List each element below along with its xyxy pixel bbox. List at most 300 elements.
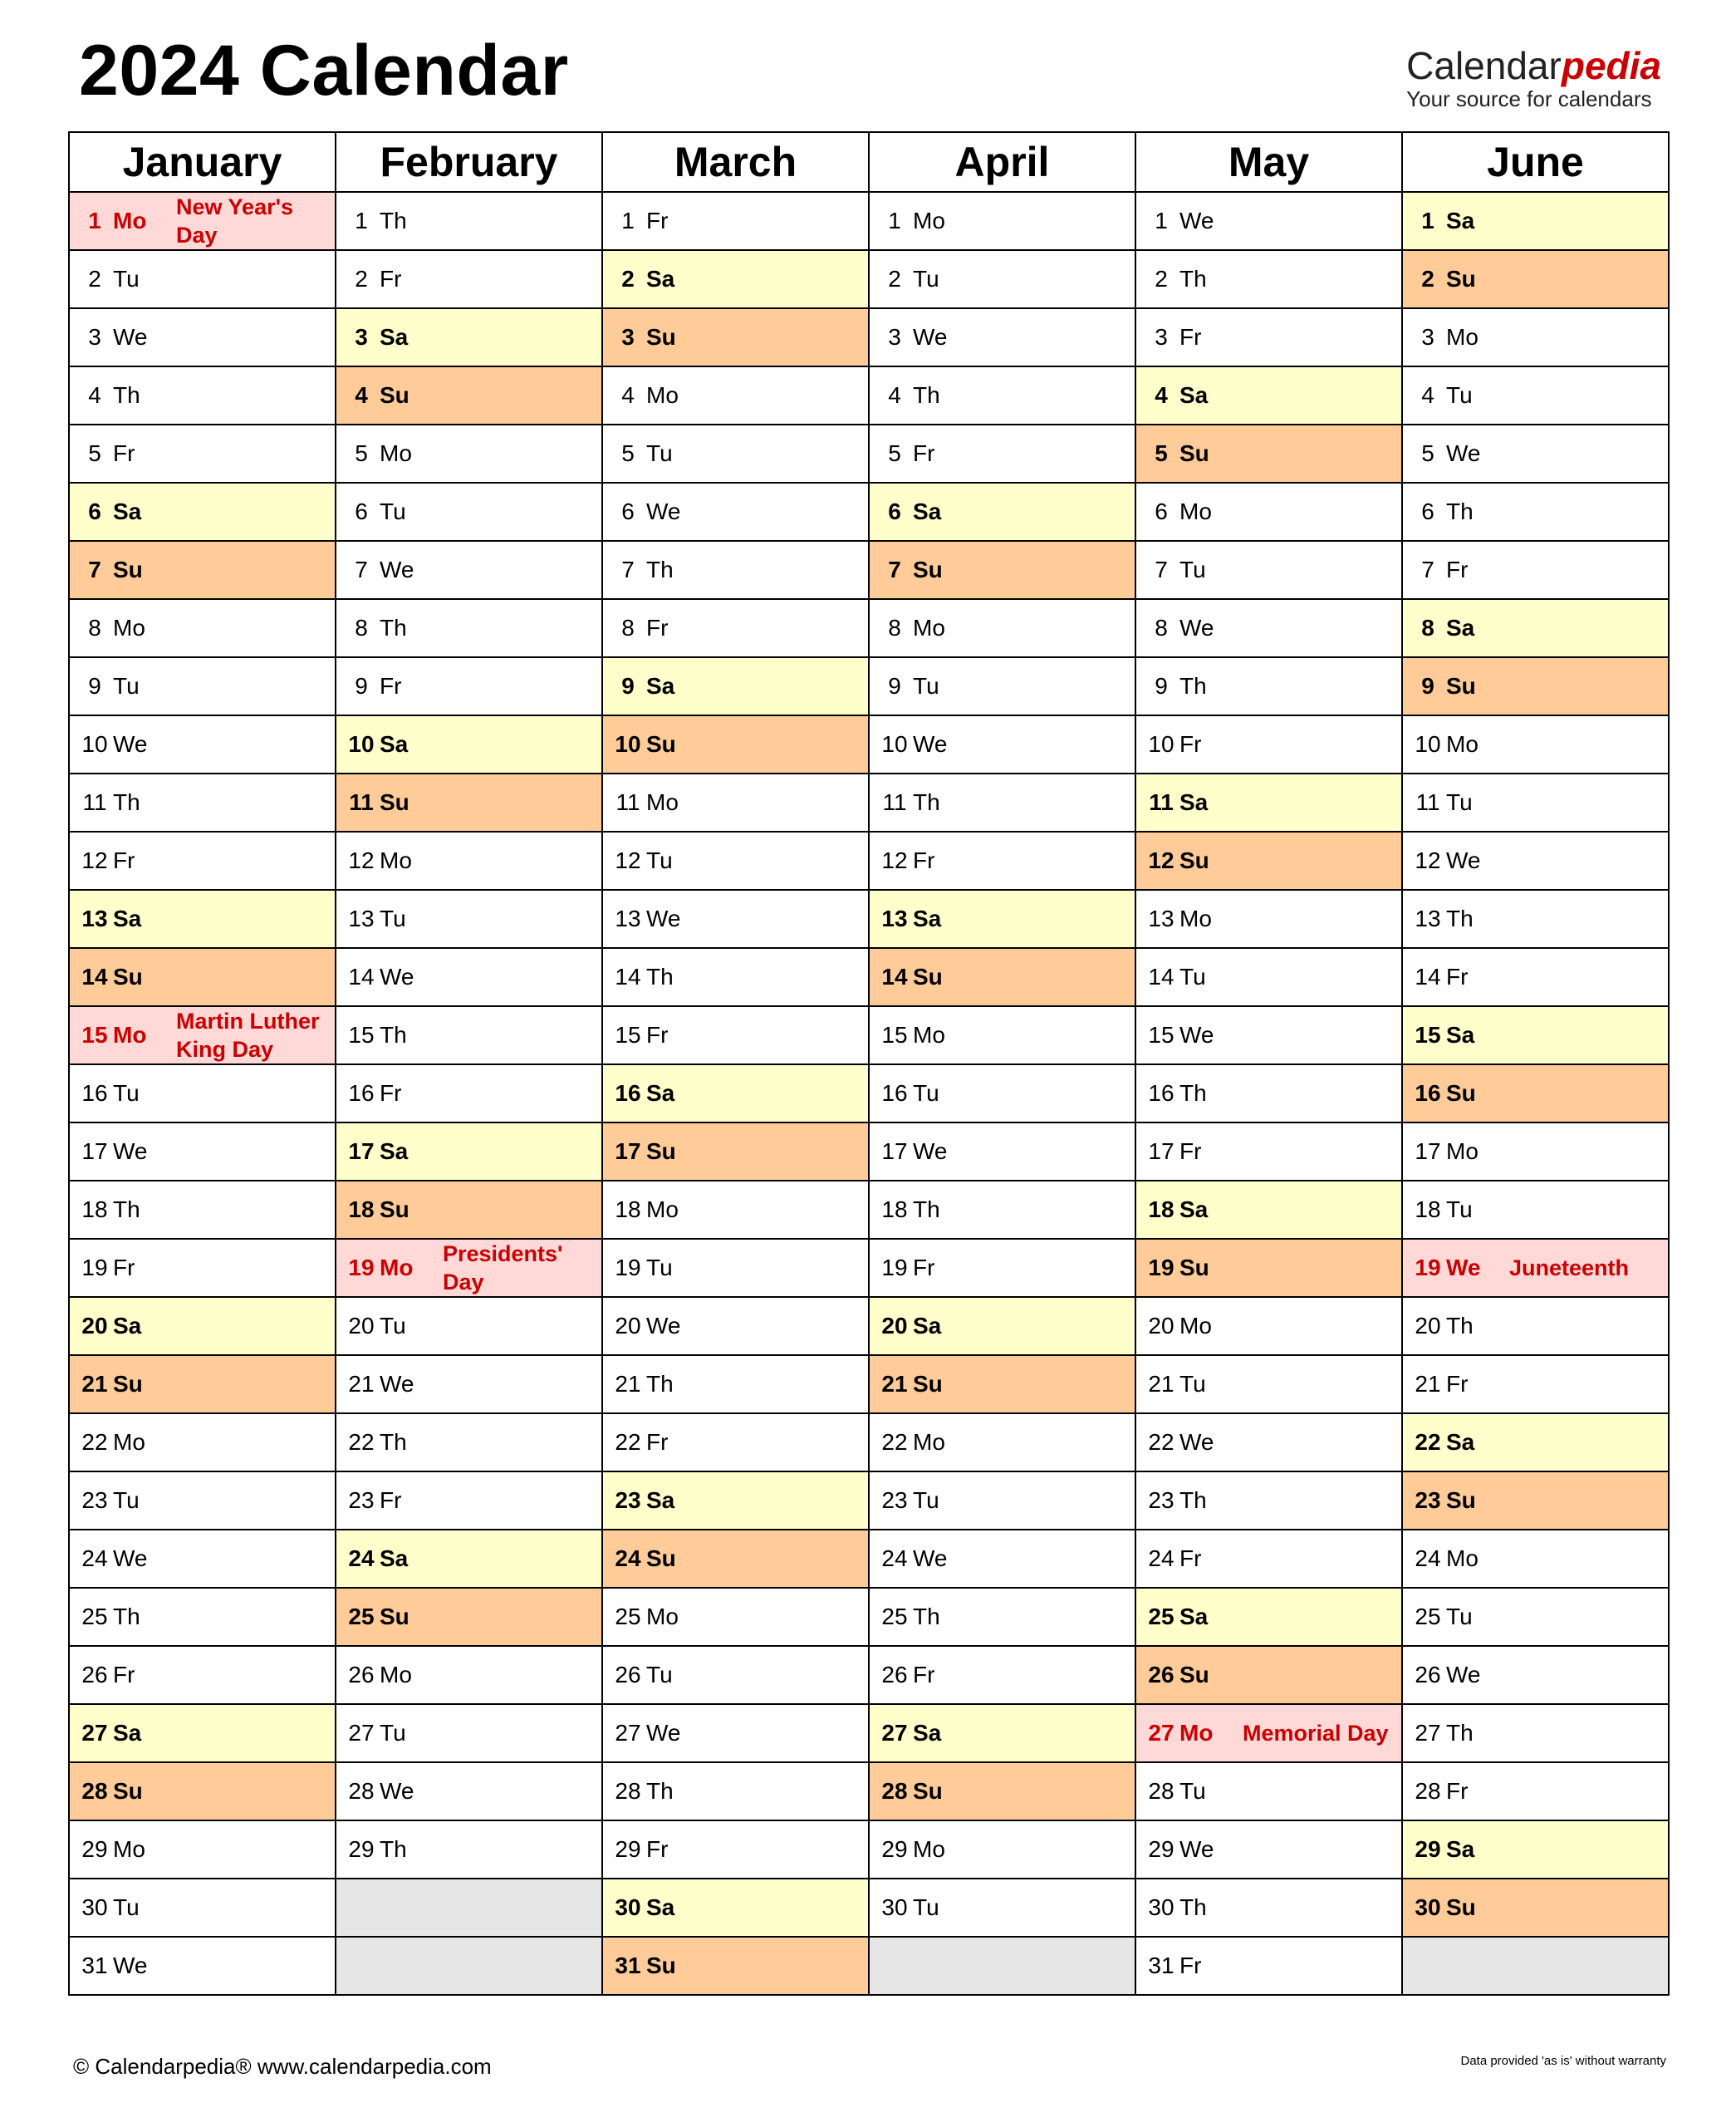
day-cell[interactable] bbox=[603, 1705, 868, 1763]
day-number: 11 bbox=[82, 789, 107, 815]
day-cell[interactable] bbox=[1136, 1472, 1401, 1530]
day-cell[interactable] bbox=[70, 484, 335, 542]
day-cell[interactable] bbox=[70, 1647, 335, 1705]
day-cell[interactable] bbox=[1136, 1240, 1401, 1298]
day-number: 27 bbox=[1415, 1720, 1441, 1746]
day-cell[interactable] bbox=[603, 1240, 868, 1298]
day-of-week: Su bbox=[646, 1138, 676, 1164]
day-of-week: We bbox=[380, 1371, 414, 1397]
day-of-week: Tu bbox=[913, 1487, 939, 1513]
day-cell[interactable] bbox=[336, 309, 601, 367]
day-cell[interactable] bbox=[870, 309, 1135, 367]
day-cell[interactable] bbox=[70, 774, 335, 833]
day-number: 29 bbox=[81, 1836, 108, 1862]
day-of-week: Su bbox=[913, 964, 943, 990]
day-cell[interactable] bbox=[603, 1647, 868, 1705]
day-cell[interactable] bbox=[1403, 774, 1668, 833]
day-cell[interactable] bbox=[870, 891, 1135, 949]
day-cell[interactable] bbox=[1403, 1123, 1668, 1181]
day-cell[interactable] bbox=[1403, 1821, 1668, 1879]
empty-day-cell bbox=[1403, 1938, 1668, 1996]
day-number: 29 bbox=[348, 1836, 375, 1862]
day-cell[interactable] bbox=[336, 1065, 601, 1123]
day-cell[interactable] bbox=[603, 309, 868, 367]
day-number: 31 bbox=[1148, 1953, 1174, 1978]
day-cell[interactable] bbox=[336, 949, 601, 1007]
day-of-week: Tu bbox=[113, 1894, 140, 1920]
day-cell[interactable] bbox=[870, 1821, 1135, 1879]
day-cell[interactable] bbox=[336, 1647, 601, 1705]
day-cell[interactable] bbox=[1403, 658, 1668, 716]
day-cell[interactable] bbox=[70, 1472, 335, 1530]
day-cell[interactable] bbox=[70, 658, 335, 716]
day-cell[interactable] bbox=[70, 1414, 335, 1472]
day-number: 27 bbox=[881, 1720, 908, 1746]
day-cell[interactable] bbox=[870, 1879, 1135, 1938]
day-number: 31 bbox=[81, 1953, 108, 1978]
day-number: 18 bbox=[81, 1196, 108, 1222]
day-cell[interactable] bbox=[1403, 1065, 1668, 1123]
day-number: 8 bbox=[1155, 615, 1168, 641]
day-cell[interactable] bbox=[870, 1123, 1135, 1181]
day-cell[interactable] bbox=[70, 1240, 335, 1298]
day-cell[interactable] bbox=[336, 193, 601, 251]
day-cell[interactable] bbox=[1136, 1763, 1401, 1821]
day-cell[interactable] bbox=[1403, 1007, 1668, 1065]
day-cell[interactable] bbox=[336, 1589, 601, 1647]
day-cell[interactable] bbox=[1136, 1589, 1401, 1647]
day-number: 2 bbox=[888, 266, 901, 292]
day-number: 30 bbox=[615, 1894, 641, 1920]
day-number: 14 bbox=[348, 964, 375, 990]
day-cell[interactable] bbox=[603, 1356, 868, 1414]
day-cell[interactable] bbox=[336, 1123, 601, 1181]
day-of-week: Mo bbox=[1179, 499, 1212, 524]
day-cell[interactable] bbox=[603, 251, 868, 309]
day-cell[interactable] bbox=[70, 1298, 335, 1356]
day-cell[interactable] bbox=[1403, 1472, 1668, 1530]
day-cell[interactable] bbox=[1136, 891, 1401, 949]
day-cell[interactable] bbox=[603, 600, 868, 658]
month-column-march bbox=[603, 133, 870, 1996]
day-of-week: Fr bbox=[646, 615, 669, 641]
day-number: 18 bbox=[881, 1196, 908, 1222]
day-cell[interactable] bbox=[70, 833, 335, 891]
day-cell[interactable] bbox=[603, 1938, 868, 1996]
day-cell[interactable] bbox=[1403, 193, 1668, 251]
day-cell[interactable] bbox=[870, 833, 1135, 891]
day-of-week: We bbox=[913, 1138, 948, 1164]
day-cell[interactable] bbox=[70, 1356, 335, 1414]
day-number: 11 bbox=[615, 789, 640, 815]
day-number: 20 bbox=[881, 1313, 908, 1339]
day-of-week: Th bbox=[646, 964, 674, 990]
day-of-week: Su bbox=[646, 1545, 676, 1571]
day-cell[interactable] bbox=[336, 774, 601, 833]
day-number: 2 bbox=[621, 266, 635, 292]
day-cell[interactable] bbox=[603, 1123, 868, 1181]
day-cell[interactable] bbox=[870, 774, 1135, 833]
day-cell[interactable] bbox=[870, 1530, 1135, 1589]
day-cell[interactable] bbox=[70, 949, 335, 1007]
day-cell[interactable] bbox=[336, 716, 601, 774]
day-cell[interactable] bbox=[870, 251, 1135, 309]
day-cell[interactable] bbox=[603, 193, 868, 251]
day-cell[interactable] bbox=[70, 1705, 335, 1763]
day-cell[interactable] bbox=[870, 1065, 1135, 1123]
day-cell[interactable] bbox=[1403, 716, 1668, 774]
day-of-week: Su bbox=[380, 1196, 409, 1222]
day-cell[interactable] bbox=[1136, 1530, 1401, 1589]
day-cell[interactable] bbox=[1403, 1705, 1668, 1763]
day-cell[interactable] bbox=[870, 1763, 1135, 1821]
day-cell[interactable] bbox=[870, 1705, 1135, 1763]
day-of-week: Mo bbox=[646, 1196, 679, 1222]
day-number: 30 bbox=[81, 1894, 108, 1920]
day-number: 26 bbox=[81, 1662, 108, 1687]
day-of-week: Tu bbox=[1179, 1778, 1206, 1804]
day-cell[interactable] bbox=[1136, 833, 1401, 891]
day-cell[interactable] bbox=[1403, 1879, 1668, 1938]
day-cell[interactable] bbox=[70, 1123, 335, 1181]
day-cell[interactable] bbox=[1403, 1181, 1668, 1240]
day-of-week: We bbox=[1179, 1429, 1214, 1455]
day-of-week: Sa bbox=[1179, 382, 1209, 408]
day-cell[interactable] bbox=[70, 542, 335, 600]
day-number: 9 bbox=[621, 673, 635, 699]
day-cell[interactable] bbox=[603, 425, 868, 484]
day-of-week: Fr bbox=[113, 847, 135, 873]
day-cell[interactable] bbox=[70, 1879, 335, 1938]
day-of-week: Fr bbox=[113, 1662, 135, 1687]
day-cell[interactable] bbox=[1403, 1763, 1668, 1821]
day-number: 30 bbox=[881, 1894, 908, 1920]
day-cell[interactable] bbox=[1136, 1821, 1401, 1879]
day-cell[interactable] bbox=[603, 1065, 868, 1123]
day-number: 4 bbox=[88, 382, 101, 408]
day-number: 26 bbox=[615, 1662, 641, 1687]
day-cell[interactable] bbox=[870, 1356, 1135, 1414]
day-cell[interactable] bbox=[1136, 542, 1401, 600]
day-cell[interactable] bbox=[336, 1181, 601, 1240]
day-cell[interactable] bbox=[1136, 949, 1401, 1007]
day-of-week: Tu bbox=[646, 440, 673, 466]
day-cell[interactable] bbox=[603, 542, 868, 600]
day-cell[interactable] bbox=[870, 484, 1135, 542]
day-cell[interactable] bbox=[870, 658, 1135, 716]
day-of-week: Fr bbox=[646, 1022, 669, 1048]
day-cell[interactable] bbox=[870, 367, 1135, 425]
day-cell[interactable] bbox=[1403, 891, 1668, 949]
day-cell[interactable] bbox=[1136, 1123, 1401, 1181]
day-cell[interactable] bbox=[70, 600, 335, 658]
day-of-week: Su bbox=[113, 964, 143, 990]
day-of-week: Mo bbox=[113, 1836, 145, 1862]
holiday-day-cell[interactable] bbox=[70, 193, 335, 251]
day-cell[interactable] bbox=[870, 1647, 1135, 1705]
day-cell[interactable] bbox=[1403, 1298, 1668, 1356]
day-of-week: Fr bbox=[1446, 557, 1469, 582]
day-cell[interactable] bbox=[336, 1007, 601, 1065]
day-cell[interactable] bbox=[70, 1763, 335, 1821]
day-number: 23 bbox=[615, 1487, 641, 1513]
day-cell[interactable] bbox=[1403, 1530, 1668, 1589]
day-number: 9 bbox=[1155, 673, 1168, 699]
day-number: 2 bbox=[88, 266, 101, 292]
day-of-week: Th bbox=[113, 1604, 140, 1629]
day-number: 10 bbox=[1415, 731, 1441, 757]
day-cell[interactable] bbox=[336, 833, 601, 891]
day-of-week: Th bbox=[1446, 1720, 1474, 1746]
holiday-day-cell[interactable] bbox=[70, 1007, 335, 1065]
day-number: 18 bbox=[348, 1196, 375, 1222]
day-cell[interactable] bbox=[870, 425, 1135, 484]
day-number: 28 bbox=[1148, 1778, 1174, 1804]
day-number: 14 bbox=[1148, 964, 1174, 990]
day-cell[interactable] bbox=[70, 1181, 335, 1240]
day-number: 10 bbox=[615, 731, 641, 757]
day-cell[interactable] bbox=[70, 251, 335, 309]
day-number: 21 bbox=[81, 1371, 108, 1397]
day-of-week: Sa bbox=[1179, 1604, 1209, 1629]
day-cell[interactable] bbox=[1403, 1647, 1668, 1705]
day-cell[interactable] bbox=[336, 425, 601, 484]
day-cell[interactable] bbox=[1136, 425, 1401, 484]
day-of-week: Tu bbox=[1446, 382, 1473, 408]
day-of-week: Sa bbox=[1179, 1196, 1209, 1222]
day-of-week: Fr bbox=[1179, 1545, 1202, 1571]
day-cell[interactable] bbox=[1136, 658, 1401, 716]
day-cell[interactable] bbox=[336, 1472, 601, 1530]
day-cell[interactable] bbox=[336, 1821, 601, 1879]
day-cell[interactable] bbox=[603, 1472, 868, 1530]
day-number: 14 bbox=[615, 964, 641, 990]
day-cell[interactable] bbox=[70, 1065, 335, 1123]
day-number: 19 bbox=[615, 1255, 641, 1280]
day-of-week: Su bbox=[1446, 266, 1476, 292]
day-cell[interactable] bbox=[336, 658, 601, 716]
day-number: 1 bbox=[1421, 208, 1434, 233]
day-cell[interactable] bbox=[603, 949, 868, 1007]
day-cell[interactable] bbox=[70, 891, 335, 949]
holiday-name: New Year's Day bbox=[176, 194, 294, 248]
day-number: 12 bbox=[1415, 847, 1441, 873]
day-of-week: Fr bbox=[113, 1255, 135, 1280]
day-cell[interactable] bbox=[603, 891, 868, 949]
day-cell[interactable] bbox=[1136, 1356, 1401, 1414]
day-cell[interactable] bbox=[1136, 716, 1401, 774]
day-cell[interactable] bbox=[870, 1181, 1135, 1240]
day-number: 6 bbox=[355, 499, 368, 524]
day-cell[interactable] bbox=[336, 1356, 601, 1414]
day-cell[interactable] bbox=[603, 1181, 868, 1240]
day-cell[interactable] bbox=[1403, 600, 1668, 658]
day-number: 23 bbox=[1148, 1487, 1174, 1513]
day-cell[interactable] bbox=[1403, 1356, 1668, 1414]
day-cell[interactable] bbox=[1403, 251, 1668, 309]
day-cell[interactable] bbox=[1403, 484, 1668, 542]
day-cell[interactable] bbox=[70, 1589, 335, 1647]
day-cell[interactable] bbox=[1136, 367, 1401, 425]
day-number: 16 bbox=[1415, 1080, 1441, 1106]
day-number: 9 bbox=[1421, 673, 1434, 699]
day-number: 20 bbox=[1148, 1313, 1174, 1339]
day-cell[interactable] bbox=[870, 1589, 1135, 1647]
day-of-week: Su bbox=[1446, 1894, 1476, 1920]
day-cell[interactable] bbox=[336, 542, 601, 600]
day-cell[interactable] bbox=[603, 774, 868, 833]
day-cell[interactable] bbox=[603, 367, 868, 425]
day-cell[interactable] bbox=[870, 1298, 1135, 1356]
day-cell[interactable] bbox=[336, 1763, 601, 1821]
day-cell[interactable] bbox=[336, 600, 601, 658]
day-cell[interactable] bbox=[1136, 1065, 1401, 1123]
day-cell[interactable] bbox=[870, 1240, 1135, 1298]
day-of-week: Sa bbox=[1446, 1836, 1475, 1862]
day-cell[interactable] bbox=[1403, 949, 1668, 1007]
day-cell[interactable] bbox=[336, 367, 601, 425]
day-number: 27 bbox=[348, 1720, 375, 1746]
day-of-week: Fr bbox=[1446, 964, 1469, 990]
day-cell[interactable] bbox=[603, 658, 868, 716]
day-cell[interactable] bbox=[70, 425, 335, 484]
day-cell[interactable] bbox=[603, 716, 868, 774]
day-cell[interactable] bbox=[870, 949, 1135, 1007]
day-cell[interactable] bbox=[603, 1530, 868, 1589]
day-of-week: Su bbox=[913, 1778, 943, 1804]
holiday-day-cell[interactable] bbox=[1136, 1705, 1401, 1763]
day-number: 28 bbox=[615, 1778, 641, 1804]
day-cell[interactable] bbox=[870, 193, 1135, 251]
day-cell[interactable] bbox=[870, 600, 1135, 658]
day-cell[interactable] bbox=[336, 251, 601, 309]
day-number: 1 bbox=[88, 208, 101, 233]
day-number: 13 bbox=[1415, 906, 1441, 931]
day-of-week: Th bbox=[380, 615, 407, 641]
holiday-day-cell[interactable] bbox=[1403, 1240, 1668, 1298]
day-of-week: Su bbox=[380, 789, 409, 815]
day-of-week: Th bbox=[913, 382, 940, 408]
day-cell[interactable] bbox=[1136, 1298, 1401, 1356]
day-cell[interactable] bbox=[603, 1414, 868, 1472]
day-number: 23 bbox=[348, 1487, 375, 1513]
day-number: 22 bbox=[81, 1429, 108, 1455]
day-of-week: Th bbox=[1179, 1894, 1207, 1920]
day-cell[interactable] bbox=[870, 1414, 1135, 1472]
day-of-week: Tu bbox=[380, 906, 406, 931]
day-of-week: We bbox=[646, 1720, 681, 1746]
day-of-week: Mo bbox=[380, 440, 412, 466]
day-cell[interactable] bbox=[870, 542, 1135, 600]
day-cell[interactable] bbox=[603, 1589, 868, 1647]
day-cell[interactable] bbox=[603, 1879, 868, 1938]
day-cell[interactable] bbox=[1403, 1589, 1668, 1647]
day-number: 28 bbox=[348, 1778, 375, 1804]
day-of-week: Th bbox=[113, 1196, 140, 1222]
day-of-week: Tu bbox=[913, 1894, 939, 1920]
day-cell[interactable] bbox=[603, 1007, 868, 1065]
day-cell[interactable] bbox=[1403, 833, 1668, 891]
day-cell[interactable] bbox=[1136, 1414, 1401, 1472]
day-cell[interactable] bbox=[336, 484, 601, 542]
day-cell[interactable] bbox=[1136, 193, 1401, 251]
day-cell[interactable] bbox=[1403, 309, 1668, 367]
day-cell[interactable] bbox=[70, 309, 335, 367]
brand-name-accent: pedia bbox=[1561, 44, 1661, 87]
day-cell[interactable] bbox=[603, 484, 868, 542]
day-cell[interactable] bbox=[603, 1298, 868, 1356]
day-cell[interactable] bbox=[603, 1821, 868, 1879]
day-cell[interactable] bbox=[70, 367, 335, 425]
day-cell[interactable] bbox=[1403, 542, 1668, 600]
day-of-week: Sa bbox=[646, 673, 675, 699]
day-of-week: Tu bbox=[113, 1487, 140, 1513]
day-cell[interactable] bbox=[336, 1705, 601, 1763]
day-number: 1 bbox=[1155, 208, 1168, 233]
day-cell[interactable] bbox=[336, 1414, 601, 1472]
day-of-week: Su bbox=[380, 1604, 409, 1629]
day-cell[interactable] bbox=[70, 1938, 335, 1996]
day-of-week: Fr bbox=[646, 1429, 669, 1455]
day-cell[interactable] bbox=[1136, 1647, 1401, 1705]
day-cell[interactable] bbox=[1136, 484, 1401, 542]
day-cell[interactable] bbox=[1136, 1879, 1401, 1938]
day-cell[interactable] bbox=[1403, 425, 1668, 484]
day-number: 1 bbox=[355, 208, 368, 233]
day-of-week: Tu bbox=[113, 266, 140, 292]
day-cell[interactable] bbox=[1136, 251, 1401, 309]
day-number: 28 bbox=[881, 1778, 908, 1804]
day-cell[interactable] bbox=[1136, 774, 1401, 833]
month-header: February bbox=[336, 133, 601, 193]
day-cell[interactable] bbox=[336, 891, 601, 949]
day-cell[interactable] bbox=[870, 716, 1135, 774]
day-number: 23 bbox=[1415, 1487, 1441, 1513]
day-cell[interactable] bbox=[70, 716, 335, 774]
day-number: 19 bbox=[881, 1255, 908, 1280]
day-cell[interactable] bbox=[1136, 1938, 1401, 1996]
day-cell[interactable] bbox=[1136, 600, 1401, 658]
day-cell[interactable] bbox=[1403, 1414, 1668, 1472]
day-of-week: Tu bbox=[1179, 557, 1206, 582]
brand-logo[interactable] bbox=[1406, 44, 1661, 112]
day-cell[interactable] bbox=[1403, 367, 1668, 425]
day-cell[interactable] bbox=[870, 1007, 1135, 1065]
day-cell[interactable] bbox=[1136, 1007, 1401, 1065]
day-cell[interactable] bbox=[603, 833, 868, 891]
day-cell[interactable] bbox=[70, 1821, 335, 1879]
day-number: 14 bbox=[1415, 964, 1441, 990]
day-cell[interactable] bbox=[336, 1530, 601, 1589]
day-number: 7 bbox=[1421, 557, 1434, 582]
day-of-week: Sa bbox=[1446, 208, 1475, 233]
day-cell[interactable] bbox=[870, 1472, 1135, 1530]
day-number: 14 bbox=[81, 964, 108, 990]
day-cell[interactable] bbox=[336, 1298, 601, 1356]
holiday-day-cell[interactable] bbox=[336, 1240, 601, 1298]
day-of-week: Fr bbox=[913, 440, 935, 466]
day-of-week: Mo bbox=[1179, 1313, 1212, 1339]
day-of-week: Su bbox=[646, 731, 676, 757]
day-number: 10 bbox=[348, 731, 375, 757]
day-cell[interactable] bbox=[603, 1763, 868, 1821]
day-number: 4 bbox=[355, 382, 368, 408]
day-cell[interactable] bbox=[1136, 1181, 1401, 1240]
day-cell[interactable] bbox=[70, 1530, 335, 1589]
day-cell[interactable] bbox=[1136, 309, 1401, 367]
day-number: 8 bbox=[888, 615, 901, 641]
day-of-week: Th bbox=[380, 208, 407, 233]
